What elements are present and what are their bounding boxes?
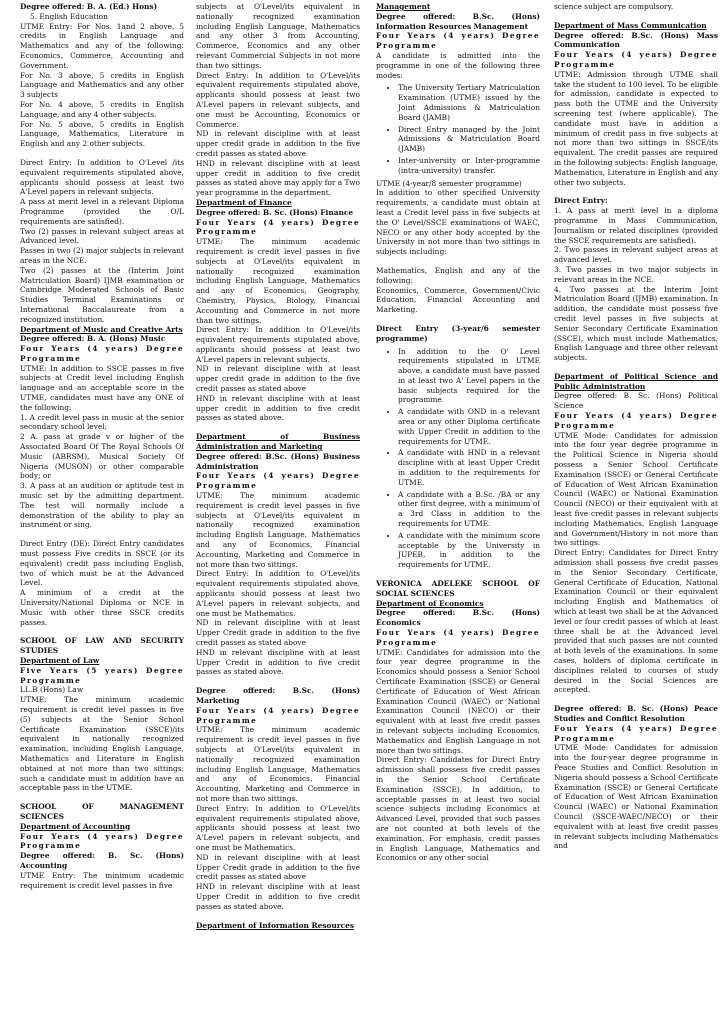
utme-paragraph: UTME: The minimum academic requirement is credit level passes in five (5) subjects at the Senior School Certificate Examination (SSCE)/its equivalent in nationally recognized examination, including English Language, Mathematics and Literature in English obtained at not more than two sittings; such a candidate must in addition have an acceptable pass in the UTME. [20,695,184,793]
programme-duration: Four Years (4 years) Degree Programme [554,411,718,430]
list-item: • A candidate with HND in a relevant discipline with at least Upper Credit in addition to the requirements for UTME. [398,448,540,487]
paragraph: ND in relevant discipline with at least Upper Credit grade in addition to the five credit passes as stated above [196,618,360,647]
list-item: • A candidate with the minimum score acceptable by the University in JUPEB, in addition to the requirements for UTME. [398,531,540,570]
column-1 [20,2,184,1022]
paragraph: For No. 3 above, 5 credits in English Language and Mathematics and any other 3 subjects [20,70,184,100]
department-heading: Management [376,2,431,11]
department-heading: Department of Business Administration and Marketing [196,432,360,452]
programme-duration: Four Years (4 years) Degree Programme [20,831,184,851]
paragraph: Two (2) passes in relevant subject areas at Advanced level. [20,226,184,246]
utme-paragraph: UTME: The minimum academic requirement is credit level passes in five subjects at O'Level/its equivalent in nationally recognized examination including English Language, Mathematics and any of Economics, Financial Accounting, Marketing and Commerce in not more than two sittings. [196,725,360,803]
department-heading: Department of Mass Communication [554,20,707,30]
paragraph: ND in relevant discipline with at least upper credit grade in addition to the five credit passes as stated above [196,129,360,158]
list-item: 5. English Education [30,11,108,21]
paragraph: Economics, Commerce, Government/Civic Education, Financial Accounting and Marketing. [376,285,540,315]
department-heading: Department of Law [20,656,100,665]
paragraph: Two (2) passes at the (Interim Joint Matriculation Board) IJMB examination or Cambridge Moderated Schools of Basic Studies Terminal Examinations or International Baccalaureate from a recognized institution. [20,265,184,324]
utme-paragraph: UTME: In addition to SSCE passes in five subjects at Credit level including English language and an acceptable score in the UTME, candidates must have any ONE of the following: [20,363,184,412]
paragraph: Passes in two (2) major subjects in relevant areas in the NCE. [20,246,184,265]
direct-entry-list [376,347,540,571]
admission-modes-list [376,83,540,175]
programme-duration: Four Years (4 years) Degree Programme [196,705,360,725]
programme-duration: Four Years (4 years) Degree Programme [554,50,718,69]
paragraph: HND in relevant discipline with at least Upper Credit in addition to five credit passes as stated above. [196,882,360,911]
department-heading: Department of Music and Creative Arts [20,324,183,334]
paragraph: HND in relevant discipline with at least upper credit in addition to five credit passes as stated above. [196,393,360,423]
paragraph: HND in relevant discipline with at least Upper Credit in addition to five credit passes as stated above. [196,647,360,677]
programme-duration: Four Years (4 years) Degree Programme [196,471,360,491]
department-heading: Department of Political Science and Public Administration [554,371,718,391]
paragraph: A candidate is admitted into the programme in one of the following three modes: [376,50,540,80]
list-item: 2 A. pass at grade v or higher of the Associated Board Of The Royal Schools Of Music (ABRSM), Musical Society Of Nigeria (MUSON) or other comparable body; or [20,432,184,481]
utme-mode-paragraph: UTME Mode: Candidates for admission into the four year degree programme in the Political Science in Nigeria should possess a Senior School Certificate Examination (SSCE) or General Certificate of Education of West African Examination Council (WAEC) or National Examination Council (NECO) or their equivalent with at least five credit passes in relevant subjects including Mathematics, English Language and Government/History in not more than two sittings. [554,430,718,548]
degree-offered-line: Degree offered: B.Sc. (Hons) Information Resources Management [376,11,540,31]
degree-offered-line: Degree offered: B. Sc. (Hons) Political Science [554,391,718,411]
programme-duration: Four Years (4 years) Degree Programme [196,217,360,237]
direct-entry-paragraph: Direct Entry: Candidates for Direct Entry admission shall possess five credit passes in the Senior School Certificate Examination (SSCE), In addition, to acceptable passes in at least two social science subjects including Economics at Advanced Level, provided that such passes are not counted at both levels of the examination. For emphasis, credit passes in English Language, Mathematics and Economics or any other social [376,755,540,863]
department-heading: Department of Economics [376,598,484,608]
direct-entry-paragraph: Direct Entry: In addition to O'Level/its equivalent requirements stipulated above, applicants should possess at least two A'Level papers in relevant subjects, and one must be Mathematics. [196,569,360,618]
programme-duration: Four Years (4 years) Degree Programme [20,344,184,363]
degree-offered-line: Degree offered: B. Sc. (Hons) Finance [196,207,354,217]
degree-offered-line: Degree offered: B. Sc. (Hons) Peace Studies and Conflict Resolution [554,704,718,723]
utme-entry-paragraph: UTME Entry: For Nos. 1and 2 above, 5 credits in English Language and Mathematics and any of the following: Economics, Commerce, Accounting and Government. [20,21,184,70]
degree-offered-line: Degree offered: B.Sc. (Hons) Business Administration [196,451,360,471]
list-item: • A candidate with OND in a relevant area or any other Diploma certificate with Upper Credit in addition to the requirements for UTME. [398,407,540,446]
programme-duration: Four Years (4 years) Degree Programme [554,723,718,743]
direct-entry-paragraph: Direct Entry: In addition to O'Level/its equivalent requirements stipulated above, applicants should possess at least two A'Level papers in relevant subjects, and one must be Accounting, Economics or Commerce. [196,70,360,129]
utme-paragraph: UTME: The minimum academic requirement is credit level passes in five subjects at O'Level/its equivalent in nationally recognized examination including English Language, Mathematics and any of Economics, Geography, Chemistry, Physics, Biology, Financial Accounting and Commerce in not more than two sittings. [196,237,360,325]
degree-offered-line: Degree offered: B.Sc. (Hons) Mass Communication [554,30,718,50]
list-item: 3. A pass at an audition or aptitude test in music set by the admitting department. The test will normally include a demonstration of the ability to play an instrument or sing. [20,481,184,530]
list-item: • In addition to the O' Level requirements stipulated in UTME above, a candidate must have passed in at least two A' Level papers in the basic subjects required for the programme. [398,347,540,406]
utme-paragraph: UTME: Admission through UTME shall take the student to 100 level. To be eligible for admission, candidate is expected to pass both the UTME and the University screening test (where applicable). The candidate must have in addition a minimum of credit pass in five subjects at not more than two sittings in SSCE/its equivalent. The credit passes are required in the following subjects: English language, Mathematics, Literature in English and any other two subjects. [554,69,718,187]
subheading: Direct Entry: [554,196,608,206]
utme-entry-paragraph: UTME Entry: The minimum academic requirement is credit level passes in five [20,870,184,890]
utme-paragraph: UTME: The minimum academic requirement is credit level passes in five subjects at O'Level/its equivalent in nationally recognized examination including English Language, Mathematics and any of Economics, Financial Accounting, Marketing and Commerce in not more than two sittings. [196,491,360,569]
subheading: Direct Entry (3-year/6 semester programme) [376,323,540,343]
school-heading: SCHOOL OF MANAGEMENT SCIENCES [20,802,184,821]
paragraph: HND in relevant discipline with at least upper credit in addition to five credit passes as stated above may apply for a Two year programme in the department. [196,158,360,198]
list-item: • Inter-university or Inter-programme (intra-university) transfer. [398,156,540,176]
list-item: • The University Tertiary Matriculation Examination (UTME) issued by the Joint Admissions & Matriculation Board (JAMB) [398,83,540,122]
paragraph: For No. 5 above, 5 credits in English Language, Mathematics, Literature in English and any 2 other subjects. [20,119,184,149]
paragraph: A minimum of a credit at the University/National Diploma or NCE in Music with other three SSCE credits passes. [20,588,184,627]
list-item: • A candidate with a B.Sc. /BA or any other first degree, with a minimum of a 3rd Class in addition to the requirements for UTME. [398,490,540,529]
list-item: 3. Two passes in two major subjects in relevant areas in the NCE. [554,264,718,284]
list-item: • Direct Entry managed by the Joint Admissions & Matriculation Board (JAMB) [398,125,540,154]
degree-offered-line: Degree offered: B. A. (Ed.) Hons) [20,2,158,11]
department-heading: Department of Accounting [20,821,131,831]
utme-mode-paragraph: UTME Mode: Candidates for admission into the four-year degree programme in Peace Studies and Conflict Resolution in Nigeria should possess a School Certificate Examination (SSCE) or General Certificate of Education of West African Examination Council (WAEC) or National Examination Council (SSCE-WAEC/NECO) or their equivalent with at least five credit passes in relevant subjects including Mathematics and [554,743,718,851]
column-3 [376,2,540,1022]
degree-offered-line: Degree offered: B. A. (Hons) Music [20,334,166,344]
paragraph: subjects at O'Level/its equivalent in nationally recognized examination including English Language, Mathematics and any other 3 from Accounting, Commerce, Economics and any other relevant Commercial Subjects in not more than two sittings. [196,2,360,70]
direct-entry-paragraph: Direct Entry: Candidates for Direct Entry admission shall possess five credit passes in the Senior Secondary Certificate, General Certificate of Education, National Examination Council or their equivalent including English and Mathematics of which at least two shall be at the Advanced level or four credit passes of which at least three shall be at the Advanced level provided that such passes are not counted at both levels of the examinations. In some cases, holders of diploma certificate in disciplines related to courses of study desired in the Social Sciences are accepted. [554,548,718,695]
paragraph: science subject are compulsory. [554,2,674,11]
paragraph: Mathematics, English and any of the following: [376,265,540,285]
direct-entry-paragraph: Direct Entry: In addition to O'Level /its equivalent requirements stipulated above, applicants should possess at least two A'Level papers in relevant subjects. [20,157,184,197]
paragraph: A pass at merit level in a relevant Diploma Programme (provided the O/L requirements are satisfied). [20,197,184,226]
direct-entry-paragraph: Direct Entry: In addition to O'Level/its equivalent requirements stipulated above, applicants should possess at least two A'Level papers in relevant subjects. [196,325,360,364]
utme-paragraph: UTME: Candidates for admission into the four year degree programme in the Economics should possess a Senior School Certificate Examination (SSCE) or General Certificate of Education of West African Examination Council (WAEC) or National Examination Council (NECO) or their equivalent with at least five credit passes in relevant subjects including Economics, Mathematics and English Language in not more than two sittings. [376,647,540,755]
department-heading: Department of Finance [196,197,292,207]
degree-offered-line: Degree offered: B.Sc. (Hons) Economics [376,608,540,628]
paragraph: For No. 4 above, 5 credits in English Language, and any 4 other subjects. [20,99,184,119]
direct-entry-paragraph: Direct Entry: In addition to O'Level/its equivalent requirements stipulated above, applicants should possess at least two A'Level papers in relevant subjects, and one must be Mathematics. [196,803,360,852]
school-heading: VERONICA ADELEKE SCHOOL OF SOCIAL SCIENCES [376,579,540,598]
degree-offered-line: Degree offered: B.Sc. (Hons) Marketing [196,686,360,705]
column-2 [196,2,360,1022]
paragraph: ND in relevant discipline with at least upper credit grade in addition to the five credit passes as stated above [196,364,360,394]
list-item: 1. A pass at merit level in a diploma programme in Mass Communication, Journalism or related disciplines (provided the SSCE requirements are satisfied). [554,206,718,245]
degree-name: LL.B (Hons) Law [20,685,84,695]
school-heading: SCHOOL OF LAW AND SECURITY STUDIES [20,636,184,656]
list-item: 2. Two passes in relevant subject areas at advanced level. [554,245,718,265]
paragraph: In addition to other specified University requirements, a candidate must obtain at least a Credit level pass in five subjects at the O' Level/SSCE examinations of WAEC, NECO or any other body accepted by the University in not more than two sittings in subjects including: [376,188,540,257]
programme-duration: Four Years (4 years) Degree Programme [376,31,540,51]
column-4 [554,2,718,1022]
subheading: UTME (4-year/8 semester programme) [376,178,522,188]
list-item: 4. Two passes at the Interim Joint Matriculation Board (IJMB) examination. In addition, the candidate must possess five credit level passes in five subjects at Senior Secondary Certificate Examination (SSCE), which must include Mathematics, English Language and three other relevant subjects. [554,284,718,363]
programme-duration: Four Years (4 years) Degree Programme [376,628,540,647]
list-item: 1. A credit level pass in music at the senior secondary school level; [20,412,184,432]
degree-offered-line: Degree offered: B. Sc. (Hons) Accounting [20,851,184,870]
paragraph: ND in relevant discipline with at least Upper Credit grade in addition to the five credit passes as stated above [196,852,360,882]
direct-entry-paragraph: Direct Entry (DE): Direct Entry candidates must possess Five credits in SSCE (or its equivalent) credit pass including English, two of which must be at the Advanced Level. [20,539,184,588]
department-heading: Department of Information Resources [196,920,355,930]
programme-duration: Five Years (5 years) Degree Programme [20,665,184,685]
